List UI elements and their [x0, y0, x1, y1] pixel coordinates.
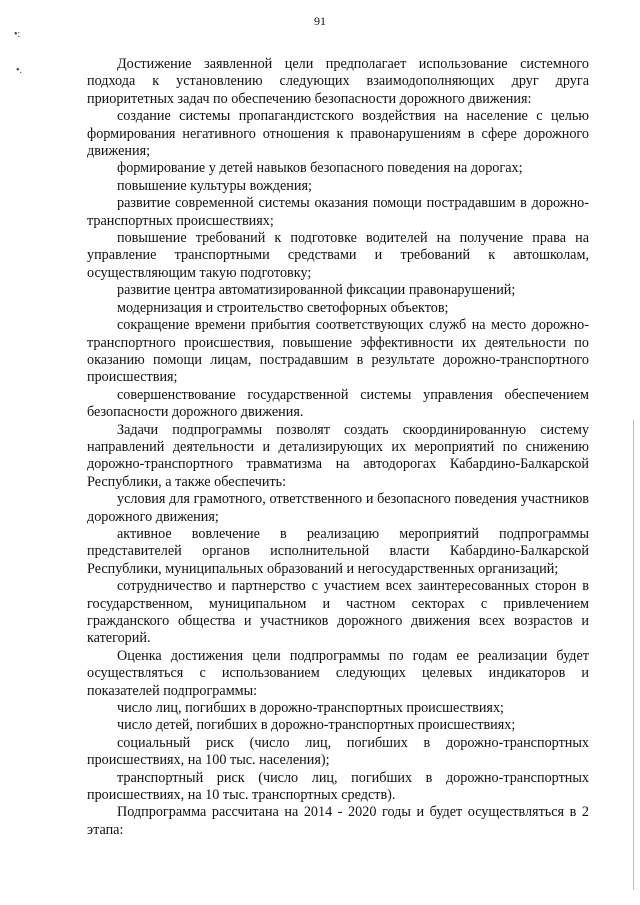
body-paragraph: Задачи подпрограммы позволят создать скоординированную систему направлений деятельности и детализирующих их мероприятий по снижению дорожно-транспортного травматизма на автодорогах Кабардино-Балкарской Республики, а также обеспечить: [87, 421, 589, 490]
task-item: развитие центра автоматизированной фиксации правонарушений; [117, 282, 516, 299]
task-item: создание системы пропагандистского воздействия на население с целью формирования негативного отношения к правонарушениям в сфере дорожного движения; [87, 108, 589, 160]
document-body [87, 56, 589, 839]
page-number: 91 [314, 14, 326, 28]
body-paragraph: Оценка достижения цели подпрограммы по годам ее реализации будет осуществляться с использованием следующих целевых индикаторов и показателей подпрограммы: [87, 647, 589, 699]
task-item: развитие современной системы оказания помощи пострадавшим в дорожно-транспортных происшествиях; [87, 195, 589, 229]
body-paragraph: Подпрограмма рассчитана на 2014 - 2020 годы и будет осуществляться в 2 этапа: [87, 804, 589, 838]
indicator-item: число лиц, погибших в дорожно-транспортных происшествиях; [117, 700, 504, 717]
task-item: сокращение времени прибытия соответствующих служб на место дорожно-транспортного происшествия, повышение эффективности их деятельности по оказанию помощи лицам, пострадавшим в результате дорожно-транспортного происшествия; [87, 317, 589, 386]
task-item: формирование у детей навыков безопасного поведения на дорогах; [117, 160, 523, 177]
task-item: совершенствование государственной системы управления обеспечением безопасности дорожного движения. [87, 386, 589, 421]
margin-mark: •. [16, 65, 23, 76]
intro-paragraph: Достижение заявленной цели предполагает использование системного подхода к установлению следующих взаимодополняющих друг друга приоритетных задач по обеспечению безопасности дорожного движения: [87, 56, 589, 107]
indicator-item: социальный риск (число лиц, погибших в дорожно-транспортных происшествиях, на 100 тыс. населения); [87, 734, 589, 769]
task-item: модернизация и строительство светофорных объектов; [117, 299, 449, 316]
provision-item: сотрудничество и партнерство с участием всех заинтересованных сторон в государственном, муниципальном и частном секторах с привлечением гражданского общества и участников дорожного движения всех возрастов и категорий. [87, 578, 589, 647]
indicator-item: транспортный риск (число лиц, погибших в дорожно-транспортных происшествиях, на 10 тыс. транспортных средств). [87, 769, 589, 804]
margin-mark: •: [14, 29, 21, 40]
indicator-item: число детей, погибших в дорожно-транспортных происшествиях; [117, 717, 516, 734]
provision-item: активное вовлечение в реализацию мероприятий подпрограммы представителей органов исполнительной власти Кабардино-Балкарской Республики, муниципальных образований и негосударственных организаций; [87, 525, 589, 577]
task-item: повышение требований к подготовке водителей на получение права на управление транспортными средствами и требований к автошколам, осуществляющим такую подготовку; [87, 230, 589, 281]
provision-item: условия для грамотного, ответственного и безопасного поведения участников дорожного движения; [87, 491, 589, 525]
task-item: повышение культуры вождения; [117, 177, 312, 194]
scan-edge-line [633, 420, 634, 890]
